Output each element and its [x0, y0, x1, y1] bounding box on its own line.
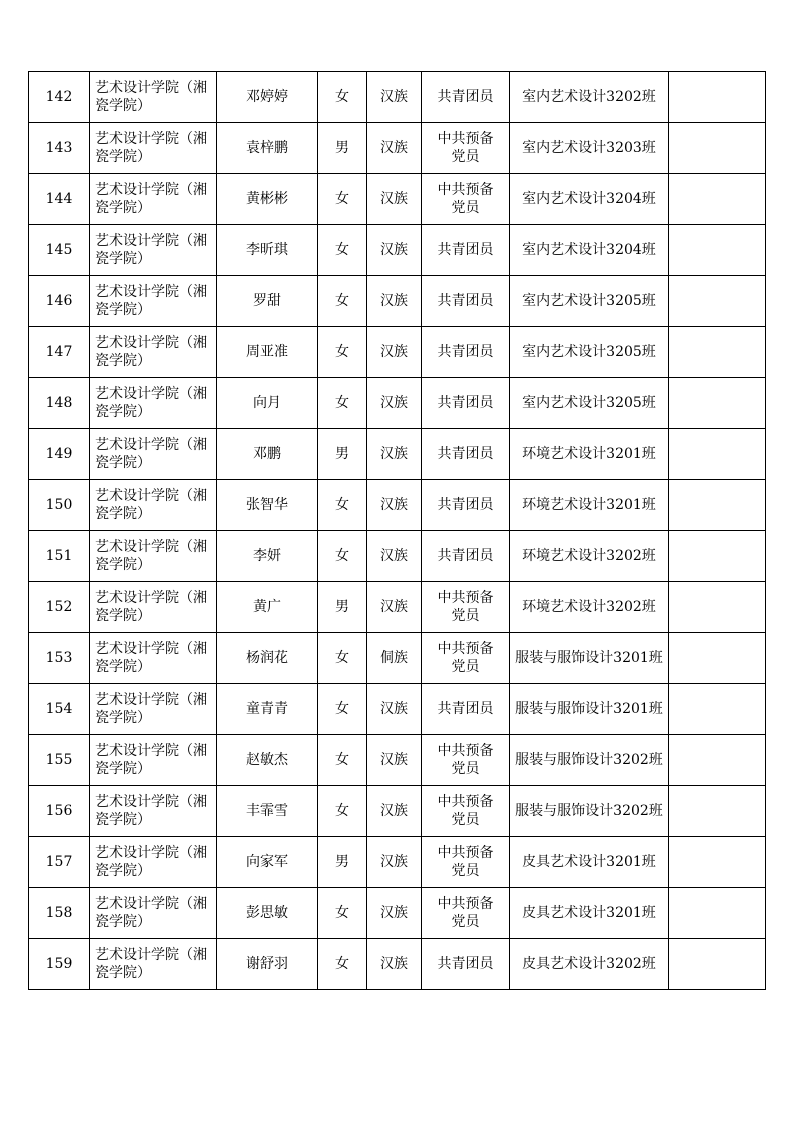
- cell-student-name: 丰霏雪: [217, 786, 318, 837]
- cell-seq-no: 142: [29, 72, 90, 123]
- cell-department: 艺术设计学院（湘瓷学院）: [90, 531, 217, 582]
- cell-seq-no: 157: [29, 837, 90, 888]
- cell-seq-no: 149: [29, 429, 90, 480]
- table-row: [29, 327, 766, 378]
- cell-remarks: [669, 378, 766, 429]
- cell-class: 环境艺术设计3201班: [510, 480, 669, 531]
- cell-class: 服装与服饰设计3202班: [510, 786, 669, 837]
- cell-political-status: 中共预备党员: [422, 633, 510, 684]
- cell-seq-no: 151: [29, 531, 90, 582]
- cell-remarks: [669, 531, 766, 582]
- table-row: [29, 378, 766, 429]
- cell-department: 艺术设计学院（湘瓷学院）: [90, 429, 217, 480]
- table-row: [29, 72, 766, 123]
- cell-student-name: 向月: [217, 378, 318, 429]
- cell-gender: 女: [318, 276, 367, 327]
- cell-gender: 男: [318, 582, 367, 633]
- cell-department: 艺术设计学院（湘瓷学院）: [90, 888, 217, 939]
- cell-remarks: [669, 684, 766, 735]
- cell-remarks: [669, 888, 766, 939]
- cell-student-name: 邓婷婷: [217, 72, 318, 123]
- cell-political-status: 共青团员: [422, 939, 510, 990]
- cell-student-name: 李妍: [217, 531, 318, 582]
- table-row: [29, 582, 766, 633]
- cell-department: 艺术设计学院（湘瓷学院）: [90, 174, 217, 225]
- table-row: [29, 837, 766, 888]
- cell-student-name: 彭思敏: [217, 888, 318, 939]
- table-row: [29, 276, 766, 327]
- cell-political-status: 中共预备党员: [422, 837, 510, 888]
- cell-political-status: 中共预备党员: [422, 888, 510, 939]
- cell-remarks: [669, 327, 766, 378]
- cell-department: 艺术设计学院（湘瓷学院）: [90, 684, 217, 735]
- cell-student-name: 赵敏杰: [217, 735, 318, 786]
- cell-student-name: 袁梓鹏: [217, 123, 318, 174]
- cell-seq-no: 150: [29, 480, 90, 531]
- cell-remarks: [669, 633, 766, 684]
- cell-gender: 女: [318, 378, 367, 429]
- cell-ethnicity: 汉族: [367, 786, 422, 837]
- table-row: [29, 735, 766, 786]
- cell-student-name: 黄广: [217, 582, 318, 633]
- cell-remarks: [669, 939, 766, 990]
- cell-remarks: [669, 582, 766, 633]
- cell-ethnicity: 汉族: [367, 327, 422, 378]
- cell-department: 艺术设计学院（湘瓷学院）: [90, 939, 217, 990]
- cell-student-name: 向家军: [217, 837, 318, 888]
- table-row: [29, 633, 766, 684]
- cell-remarks: [669, 480, 766, 531]
- cell-ethnicity: 汉族: [367, 888, 422, 939]
- cell-department: 艺术设计学院（湘瓷学院）: [90, 480, 217, 531]
- cell-student-name: 童青青: [217, 684, 318, 735]
- cell-student-name: 黄彬彬: [217, 174, 318, 225]
- cell-political-status: 共青团员: [422, 276, 510, 327]
- cell-class: 室内艺术设计3205班: [510, 276, 669, 327]
- cell-class: 皮具艺术设计3202班: [510, 939, 669, 990]
- cell-ethnicity: 侗族: [367, 633, 422, 684]
- cell-seq-no: 146: [29, 276, 90, 327]
- table-row: [29, 429, 766, 480]
- cell-class: 室内艺术设计3204班: [510, 225, 669, 276]
- cell-seq-no: 153: [29, 633, 90, 684]
- cell-seq-no: 155: [29, 735, 90, 786]
- cell-gender: 女: [318, 939, 367, 990]
- table-row: [29, 786, 766, 837]
- cell-ethnicity: 汉族: [367, 480, 422, 531]
- cell-gender: 女: [318, 174, 367, 225]
- table-row: [29, 684, 766, 735]
- cell-student-name: 杨润花: [217, 633, 318, 684]
- cell-gender: 男: [318, 837, 367, 888]
- cell-political-status: 共青团员: [422, 225, 510, 276]
- cell-student-name: 李昕琪: [217, 225, 318, 276]
- cell-ethnicity: 汉族: [367, 174, 422, 225]
- cell-gender: 男: [318, 123, 367, 174]
- cell-remarks: [669, 786, 766, 837]
- table-row: [29, 123, 766, 174]
- cell-ethnicity: 汉族: [367, 582, 422, 633]
- cell-gender: 女: [318, 786, 367, 837]
- cell-class: 皮具艺术设计3201班: [510, 888, 669, 939]
- cell-department: 艺术设计学院（湘瓷学院）: [90, 786, 217, 837]
- cell-department: 艺术设计学院（湘瓷学院）: [90, 225, 217, 276]
- cell-student-name: 周亚准: [217, 327, 318, 378]
- cell-gender: 女: [318, 72, 367, 123]
- cell-remarks: [669, 429, 766, 480]
- cell-seq-no: 158: [29, 888, 90, 939]
- cell-gender: 男: [318, 429, 367, 480]
- roster-body: [29, 72, 766, 990]
- cell-political-status: 共青团员: [422, 327, 510, 378]
- cell-remarks: [669, 225, 766, 276]
- cell-political-status: 中共预备党员: [422, 582, 510, 633]
- cell-department: 艺术设计学院（湘瓷学院）: [90, 72, 217, 123]
- cell-seq-no: 145: [29, 225, 90, 276]
- cell-class: 环境艺术设计3202班: [510, 531, 669, 582]
- cell-ethnicity: 汉族: [367, 225, 422, 276]
- cell-department: 艺术设计学院（湘瓷学院）: [90, 123, 217, 174]
- table-row: [29, 480, 766, 531]
- cell-political-status: 中共预备党员: [422, 735, 510, 786]
- cell-department: 艺术设计学院（湘瓷学院）: [90, 378, 217, 429]
- table-row: [29, 225, 766, 276]
- cell-department: 艺术设计学院（湘瓷学院）: [90, 837, 217, 888]
- cell-remarks: [669, 276, 766, 327]
- cell-remarks: [669, 72, 766, 123]
- cell-class: 服装与服饰设计3202班: [510, 735, 669, 786]
- table-row: [29, 888, 766, 939]
- cell-student-name: 谢舒羽: [217, 939, 318, 990]
- cell-remarks: [669, 123, 766, 174]
- cell-ethnicity: 汉族: [367, 837, 422, 888]
- cell-political-status: 中共预备党员: [422, 123, 510, 174]
- cell-gender: 女: [318, 531, 367, 582]
- cell-gender: 女: [318, 684, 367, 735]
- cell-political-status: 中共预备党员: [422, 786, 510, 837]
- cell-political-status: 共青团员: [422, 429, 510, 480]
- table-row: [29, 174, 766, 225]
- cell-gender: 女: [318, 888, 367, 939]
- cell-gender: 女: [318, 327, 367, 378]
- cell-political-status: 中共预备党员: [422, 174, 510, 225]
- cell-gender: 女: [318, 480, 367, 531]
- cell-gender: 女: [318, 633, 367, 684]
- cell-remarks: [669, 174, 766, 225]
- cell-seq-no: 154: [29, 684, 90, 735]
- cell-class: 室内艺术设计3203班: [510, 123, 669, 174]
- cell-student-name: 邓鹏: [217, 429, 318, 480]
- cell-department: 艺术设计学院（湘瓷学院）: [90, 633, 217, 684]
- cell-gender: 女: [318, 735, 367, 786]
- cell-political-status: 共青团员: [422, 480, 510, 531]
- cell-class: 室内艺术设计3204班: [510, 174, 669, 225]
- cell-seq-no: 148: [29, 378, 90, 429]
- cell-department: 艺术设计学院（湘瓷学院）: [90, 735, 217, 786]
- cell-class: 环境艺术设计3202班: [510, 582, 669, 633]
- table-row: [29, 531, 766, 582]
- cell-ethnicity: 汉族: [367, 735, 422, 786]
- cell-class: 室内艺术设计3202班: [510, 72, 669, 123]
- cell-ethnicity: 汉族: [367, 378, 422, 429]
- cell-class: 服装与服饰设计3201班: [510, 684, 669, 735]
- cell-ethnicity: 汉族: [367, 684, 422, 735]
- cell-ethnicity: 汉族: [367, 72, 422, 123]
- cell-department: 艺术设计学院（湘瓷学院）: [90, 582, 217, 633]
- student-roster-table: [28, 71, 766, 990]
- cell-seq-no: 159: [29, 939, 90, 990]
- cell-ethnicity: 汉族: [367, 939, 422, 990]
- cell-seq-no: 143: [29, 123, 90, 174]
- cell-seq-no: 156: [29, 786, 90, 837]
- cell-class: 服装与服饰设计3201班: [510, 633, 669, 684]
- cell-ethnicity: 汉族: [367, 531, 422, 582]
- cell-ethnicity: 汉族: [367, 276, 422, 327]
- cell-class: 室内艺术设计3205班: [510, 378, 669, 429]
- cell-remarks: [669, 735, 766, 786]
- cell-seq-no: 152: [29, 582, 90, 633]
- cell-department: 艺术设计学院（湘瓷学院）: [90, 327, 217, 378]
- cell-ethnicity: 汉族: [367, 429, 422, 480]
- cell-political-status: 共青团员: [422, 72, 510, 123]
- cell-seq-no: 147: [29, 327, 90, 378]
- cell-remarks: [669, 837, 766, 888]
- cell-ethnicity: 汉族: [367, 123, 422, 174]
- cell-class: 环境艺术设计3201班: [510, 429, 669, 480]
- cell-seq-no: 144: [29, 174, 90, 225]
- cell-political-status: 共青团员: [422, 378, 510, 429]
- cell-department: 艺术设计学院（湘瓷学院）: [90, 276, 217, 327]
- cell-student-name: 张智华: [217, 480, 318, 531]
- cell-class: 皮具艺术设计3201班: [510, 837, 669, 888]
- cell-political-status: 共青团员: [422, 531, 510, 582]
- cell-class: 室内艺术设计3205班: [510, 327, 669, 378]
- cell-political-status: 共青团员: [422, 684, 510, 735]
- table-row: [29, 939, 766, 990]
- cell-gender: 女: [318, 225, 367, 276]
- cell-student-name: 罗甜: [217, 276, 318, 327]
